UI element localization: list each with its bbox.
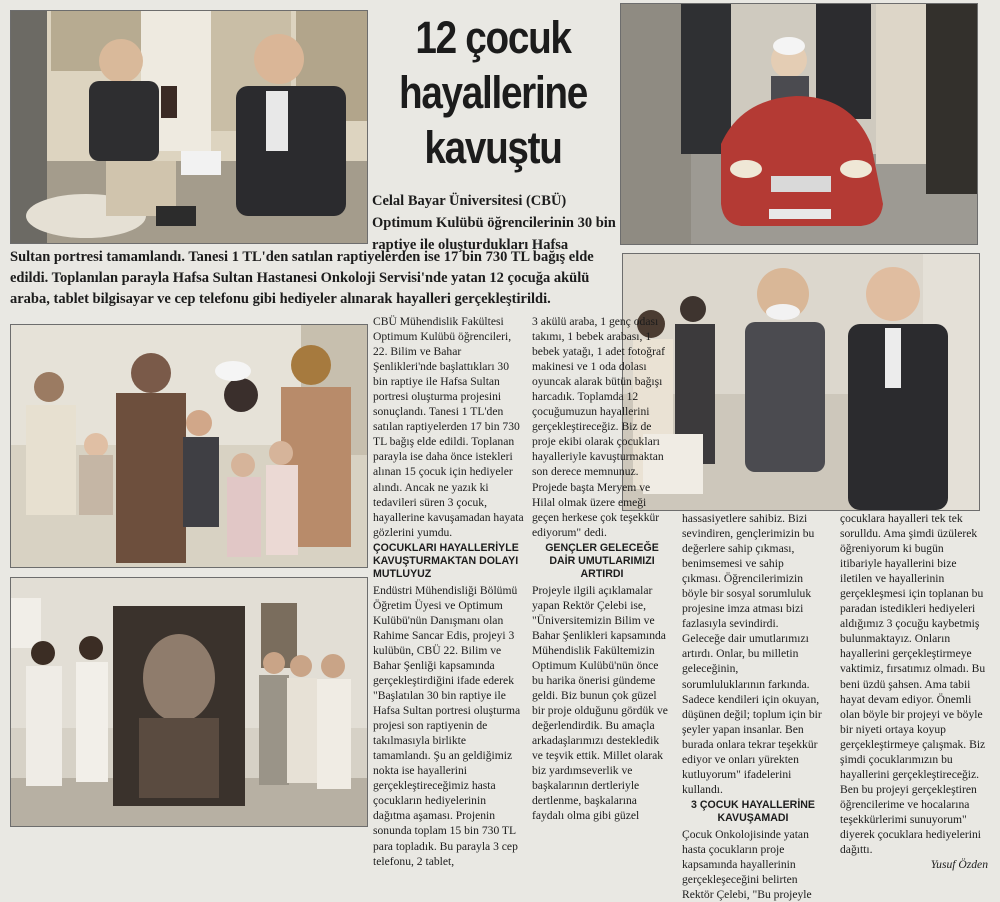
photo-toy-car: [620, 3, 978, 245]
photo-rector-boy: [622, 253, 980, 511]
subheading-three-children: 3 ÇOCUK HAYALLERİNE KAVUŞAMADI: [690, 798, 815, 824]
subheading-youth: GENÇLER GELECEĞE DAİR UMUTLARIMIZI ARTIRDI: [545, 541, 659, 580]
column-3-paragraph-2: Çocuk Onkolojisinde yatan hasta çocukların proje kapsamında hayallerinin gerçekleşeceğini belirten Rektör Çelebi, "Bu projeyle: [682, 827, 812, 902]
photo-pushpin-portrait: [10, 577, 368, 827]
subheading-happy: ÇOCUKLARI HAYALLERİYLE KAVUŞTURMAKTAN DOLAYI MUTLUYUZ: [373, 541, 519, 580]
article-column-2: [532, 314, 672, 823]
lead-paragraph-top: Celal Bayar Üniversitesi (CBÜ) Optimum Kulübü öğrencilerinin 30 bin raptiye ile oluşturdukları Hafsa: [372, 193, 616, 253]
article-headline: [389, 10, 597, 175]
lead-paragraph-bottom: Sultan portresi tamamlandı. Tanesi 1 TL'den satılan raptiyelerden ise 17 bin 730 TL bağış elde edildi. Toplanılan parayla Hafsa Sultan Hastanesi Onkoloji Servisi'nde yatan 12 çocuğa akülü araba, tablet bilgisayar ve cep telefonu gibi hediyeler alınarak hayalleri gerçekleştirildi.: [10, 249, 594, 307]
column-4-paragraph-1: çocuklara hayalleri tek tek sorulldu. Ama şimdi üzülerek öğreniyorum ki bugün itibariyle hayallerini bize iletilen ve hayallerinin gerçekleşmesi için toplanan bu paradan istedikleri hediyeleri aldığımız 3 çocuğu kaybetmiş bulunmaktayız. Onların hayallerini gerçekleştirmeye vaktimiz, fırsatımız olmadı. Bu beni üzdü şahsen. Ama tabii hayat devam ediyor. Önemli olan böyle bir projeyi ve böyle bir niyeti ortaya koyup gerçekleştirmeye çalışmak. Biz şimdi çocuklarımızın bu hayallerini gerçekleştireceğiz. Ben bu projeyi gerçekleştiren öğrencilerime ve hocalarına teşekkürlerimi sunuyorum" diyerek çocuklara hediyelerini dağıttı.: [840, 512, 986, 857]
column-1-paragraph-2: Endüstri Mühendisliği Bölümü Öğretim Üyesi ve Optimum Kulübü'nün Danışmanı olan Rahime Sancar Edis, projeyi 3 kulübün, CBÜ 22. Bilim ve Bahar Şenliği kapsamında gerçekleştirdiğini ifade ederek "Başlatılan 30 bin raptiye ile Hafsa Sultan portresi oluşturma projesi son raptiyenin de takılmasıyla birlikte tamamlandı. Şu an geldiğimiz nokta ise hayallerini gerçekleştireceğimiz hasta çocukların hediyelerinin dağıtma aşaması. Projenin sonunda toplam 15 bin 730 TL para topladık. Bu parayla 3 cep telefonu, 2 tablet,: [373, 583, 521, 868]
article-column-1: [373, 314, 525, 869]
photo-clowns-children: [10, 324, 368, 568]
author-signature: Yusuf Özden: [930, 858, 988, 872]
column-2-paragraph-1: 3 akülü araba, 1 genç odası takımı, 1 bebek arabası, 1 bebek yatağı, 1 adet fotoğraf makinesi ve 1 oda dolası oyuncak alarak bütün bağışı harcadık. Toplamda 12 çocuğumuzun hayallerini gerçekleştireceğiz. Biz de proje ekibi olarak çocukları hayalleriyle kavuşturmaktan son derece memnunuz. Projede başta Meryem ve Hilal olmak üzere emeği geçen herkese çok teşekkür ediyorum" dedi.: [532, 315, 665, 539]
article-column-4: [840, 511, 988, 872]
column-1-paragraph-1: CBÜ Mühendislik Fakültesi Optimum Kulübü öğrencileri, 22. Bilim ve Bahar Şenlikleri'nde başlattıkları 30 bin raptiye ile Hafsa Sultan portresi oluşturma projesini sonuçlandı. Tanesi 1 TL'den satılan raptiyelerden 17 bin 730 TL bağış elde edildi. Toplanan parayla ise daha önce istekleri alınan 15 çocuk için hediyeler alındı. Ancak ne yazık ki tedavileri süren 3 çocuk, hayallerine kavuşamadan hayata gözlerini yumdu.: [373, 315, 524, 539]
column-2-paragraph-2: Projeyle ilgili açıklamalar yapan Rektör Çelebi ise, "Üniversitemizin Bilim ve Bahar Şenlikleri kapsamında Mühendislik Fakültemizin Optimum Kulübü'nün önce bu harika önerisi gündeme geldi. Biz bunun çok güzel bir proje olduğunu gördük ve değerlendirdik. Bu amaçla arkadaşlarımızı destekledik ve teşvik ettik. Millet olarak biz yardımseverlik ve başkalarının dertleriyle dertlenme, başkalarına faydalı olma gibi güzel: [532, 583, 668, 823]
column-3-paragraph-1: hassasiyetlere sahibiz. Bizi sevindiren, gençlerimizin bu değerlere sahip çıkması, benimsemesi ve sahip çıkması. Öğrencilerimizin böyle bir sosyal sorumluluk projesine imza atması bizi fazlasıyla sevindirdi. Geleceğe dair umutlarımızı artırdı. Onlar, bu milletin geleceğinin, sorumluluklarının farkında. Sadece kendileri için okuyan, düşünen değil; toplum için bir şeyler yapan insanlar. Ben burada onlara tekrar teşekkür ediyor ve onları yürekten kutluyorum" ifadelerini kullandı.: [682, 512, 822, 796]
photo-gift-phone: [10, 10, 368, 244]
headline-line-3: kavuştu: [424, 122, 562, 173]
headline-line-2: hayallerine: [398, 67, 588, 118]
headline-line-1: 12 çocuk: [415, 12, 571, 63]
article-column-3: [682, 511, 824, 902]
